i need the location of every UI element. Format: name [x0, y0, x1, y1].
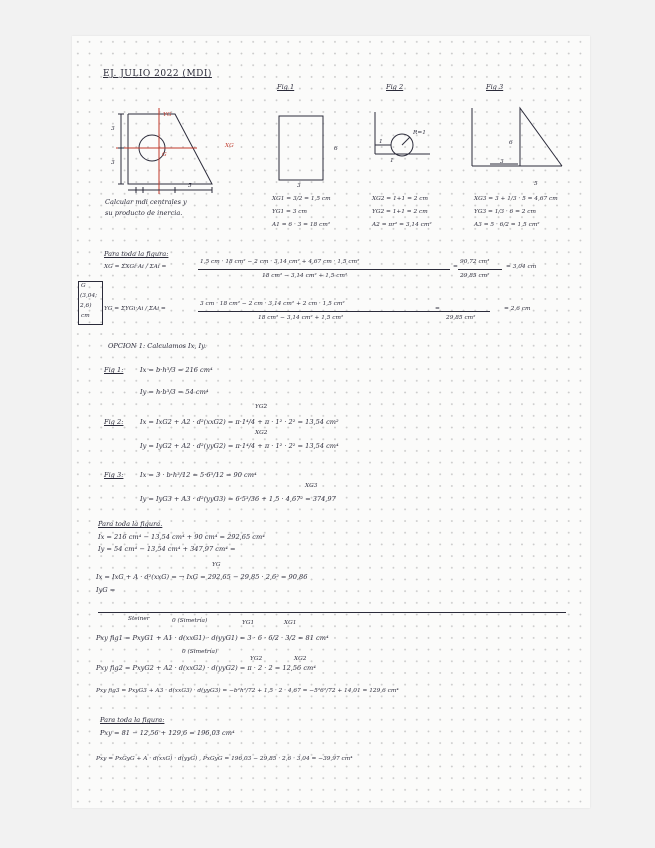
- pxy-total-label: Para toda la figura:: [100, 716, 165, 724]
- fig1-ix: Ix = b·h³/3 = 216 cm⁴: [140, 366, 213, 374]
- pxy-fig3: Pxy fig3 = PxyG3 + A3 · d(xxG3) · d(yyG3) = −b²h²/72 + 1,5 · 2 · 4,67 = −5²6²/72 + 14,01 = 129,6 cm⁴: [96, 688, 399, 694]
- pxy-total: Pxy = 81 − 12,56 + 129,6 = 196,03 cm⁴: [100, 729, 235, 737]
- fig2-inertia-label: Fig 2:: [104, 418, 124, 426]
- whole-figure-label: Para toda la figura:: [104, 250, 169, 258]
- pxy-fig1: Pxy fig1 = PxyG1 + A1 · d(xxG1) · d(yyG1) = 3 · 6 · 6/2 · 3/2 = 81 cm⁴: [96, 634, 329, 642]
- fig3-sup: XG3: [305, 483, 318, 489]
- yg-frac-bar: [442, 311, 490, 312]
- xg-result: = 3,04 cm: [506, 264, 537, 270]
- main-dim-base: 5: [188, 183, 192, 189]
- fig1-drawing: [277, 114, 327, 184]
- xg-frac-den: 29,85 cm²: [460, 273, 490, 279]
- yg-fraction-bar: [198, 311, 450, 312]
- fig2-dim2: 1: [390, 158, 394, 164]
- g-box-line-3: 2,6): [80, 303, 92, 309]
- fig3-dim-base: 5: [534, 181, 538, 187]
- fig3-dim-offset: 3: [500, 159, 504, 165]
- fig2-iy: Iy = IyG2 + A2 · d²(yyG2) = π·1⁴/4 + π · 1² · 2² = 13,54 cm⁴: [140, 442, 339, 450]
- fig1-yg: YG1 = 3 cm: [272, 209, 307, 215]
- fig1-xg: XG1 = 3/2 = 1,5 cm: [272, 196, 331, 202]
- fig3-xg: XG3 = 3 + 1/3 · 5 = 4,67 cm: [474, 196, 558, 202]
- main-y-axis-label: YG: [163, 112, 172, 118]
- main-dim-left: 3: [111, 126, 115, 132]
- final-product-inertia: Pxy = PxGyG + A · d(xxG) · d(yyG) , PxGyG = 196,03 − 29,85 · 2,6 · 3,04 = −39,97 cm⁴: [96, 756, 353, 762]
- main-g-label: G: [162, 152, 167, 158]
- total-label: Para toda la figura.: [98, 520, 163, 528]
- fig1-inertia-label: Fig 1:: [104, 366, 124, 374]
- fig2-sup-y: XG2: [255, 430, 268, 436]
- fig1-dim-height: 6: [334, 146, 338, 152]
- xg-frac-num: 90,72 cm³: [460, 259, 490, 265]
- xg-denominator: 18 cm² − 3,14 cm² + 1,5 cm²: [262, 273, 348, 279]
- steiner-x-sup: YG: [212, 562, 221, 568]
- xg-frac-bar: [458, 269, 502, 270]
- total-ix: Ix = 216 cm⁴ − 13,54 cm⁴ + 90 cm⁴ = 292,65 cm⁴: [98, 533, 265, 541]
- pxy-steiner-note: Steiner: [128, 616, 150, 622]
- fig2-drawing: [372, 112, 432, 184]
- fig1-label: Fig 1: [277, 83, 295, 91]
- fig3-ix: Ix = 3 · b·h³/12 = 5·6³/12 = 90 cm⁴: [140, 471, 257, 479]
- yg-equals: =: [435, 306, 440, 312]
- page-title: EJ. JULIO 2022 (MDI): [103, 69, 212, 79]
- section-divider: [98, 612, 566, 613]
- xg-fraction-bar: [198, 269, 450, 270]
- yg-numerator: 3 cm · 18 cm² − 2 cm · 3,14 cm² + 2 cm · 1,5 cm²: [200, 301, 345, 307]
- option-title: OPCION 1: Calculamos Ix, Iy.: [108, 342, 207, 350]
- task-line-1: Calcular mdi centrales y: [105, 198, 187, 206]
- fig1-area: A1 = 6 · 3 = 18 cm²: [272, 222, 331, 228]
- pxy-fig2: Pxy fig2 = PxyG2 + A2 · d(xxG2) · d(yyG2) = π · 2 · 2 = 12,56 cm⁴: [96, 664, 316, 672]
- fig3-drawing: [470, 106, 570, 186]
- pxy-xg1: XG1: [284, 620, 297, 626]
- fig2-xg: XG2 = 1+1 = 2 cm: [372, 196, 429, 202]
- fig3-iy: Iy = IyG3 + A3 · d²(yyG3) = 6·5³/36 + 1,5 · 4,67² = 374,97: [140, 495, 336, 503]
- fig2-label: Fig 2: [386, 83, 404, 91]
- g-box-line-2: (3,04;: [80, 293, 98, 299]
- pxy-yg1: YG1: [242, 620, 255, 626]
- pxy-xg2: XG2: [294, 656, 307, 662]
- main-dim-left2: 3: [111, 160, 115, 166]
- xg-lhs: XG = ΣXGi·Ai / ΣAi =: [104, 264, 167, 270]
- fig3-dim-height: 6: [509, 140, 513, 146]
- g-result-box: [78, 281, 103, 325]
- fig2-ix: Ix = IxG2 + A2 · d²(xxG2) = π·1⁴/4 + π · 1² · 2² = 13,54 cm²: [140, 418, 339, 426]
- fig1-iy: Iy = h·b³/3 = 54 cm⁴: [140, 388, 209, 396]
- g-box-line-4: cm: [81, 313, 90, 319]
- fig2-area: A2 = πr² = 3,14 cm²: [372, 222, 432, 228]
- fig3-yg: YG3 = 1/3 · 6 = 2 cm: [474, 209, 537, 215]
- pxy-zero-sym: 0 (Simetría): [172, 618, 208, 624]
- main-x-axis-label: XG: [225, 143, 234, 149]
- g-box-line-1: G: [81, 283, 86, 289]
- xg-numerator: 1,5 cm · 18 cm² − 2 cm · 3,14 cm² + 4,67 cm · 1,5 cm²: [200, 259, 360, 265]
- fig3-area: A3 = 5 · 6/2 = 1,5 cm²: [474, 222, 540, 228]
- notebook-page: [72, 36, 590, 808]
- yg-result: = 2,6 cm: [504, 306, 531, 312]
- yg-denominator: 18 cm² − 3,14 cm² + 1,5 cm²: [258, 315, 344, 321]
- fig2-yg: YG2 = 1+1 = 2 cm: [372, 209, 428, 215]
- task-line-2: su producto de inercia.: [105, 209, 183, 217]
- yg-lhs: YG = ΣYGi·Ai / ΣAi =: [104, 306, 166, 312]
- pxy-yg2: YG2: [250, 656, 263, 662]
- fig2-sup-x: YG2: [255, 404, 268, 410]
- steiner-x-line: Ix = IxG + A · d²(xxG) = → IxG = 292,65 − 29,85 · 2,6² = 90,86: [96, 573, 308, 581]
- iyg-line: IyG =: [96, 586, 116, 594]
- fig3-inertia-label: Fig 3:: [104, 471, 124, 479]
- xg-equals: =: [453, 264, 458, 270]
- fig2-dim1: 1: [379, 139, 383, 145]
- fig2-radius: R=1: [413, 130, 426, 136]
- yg-frac-den: 29,85 cm²: [446, 315, 476, 321]
- fig1-dim-base: 3: [297, 183, 301, 189]
- total-iy: Iy = 54 cm⁴ − 13,54 cm⁴ + 347,97 cm⁴ =: [98, 545, 236, 553]
- fig3-label: Fig 3: [486, 83, 504, 91]
- pxy-zero-sym2: 0 (Simetría): [182, 649, 218, 655]
